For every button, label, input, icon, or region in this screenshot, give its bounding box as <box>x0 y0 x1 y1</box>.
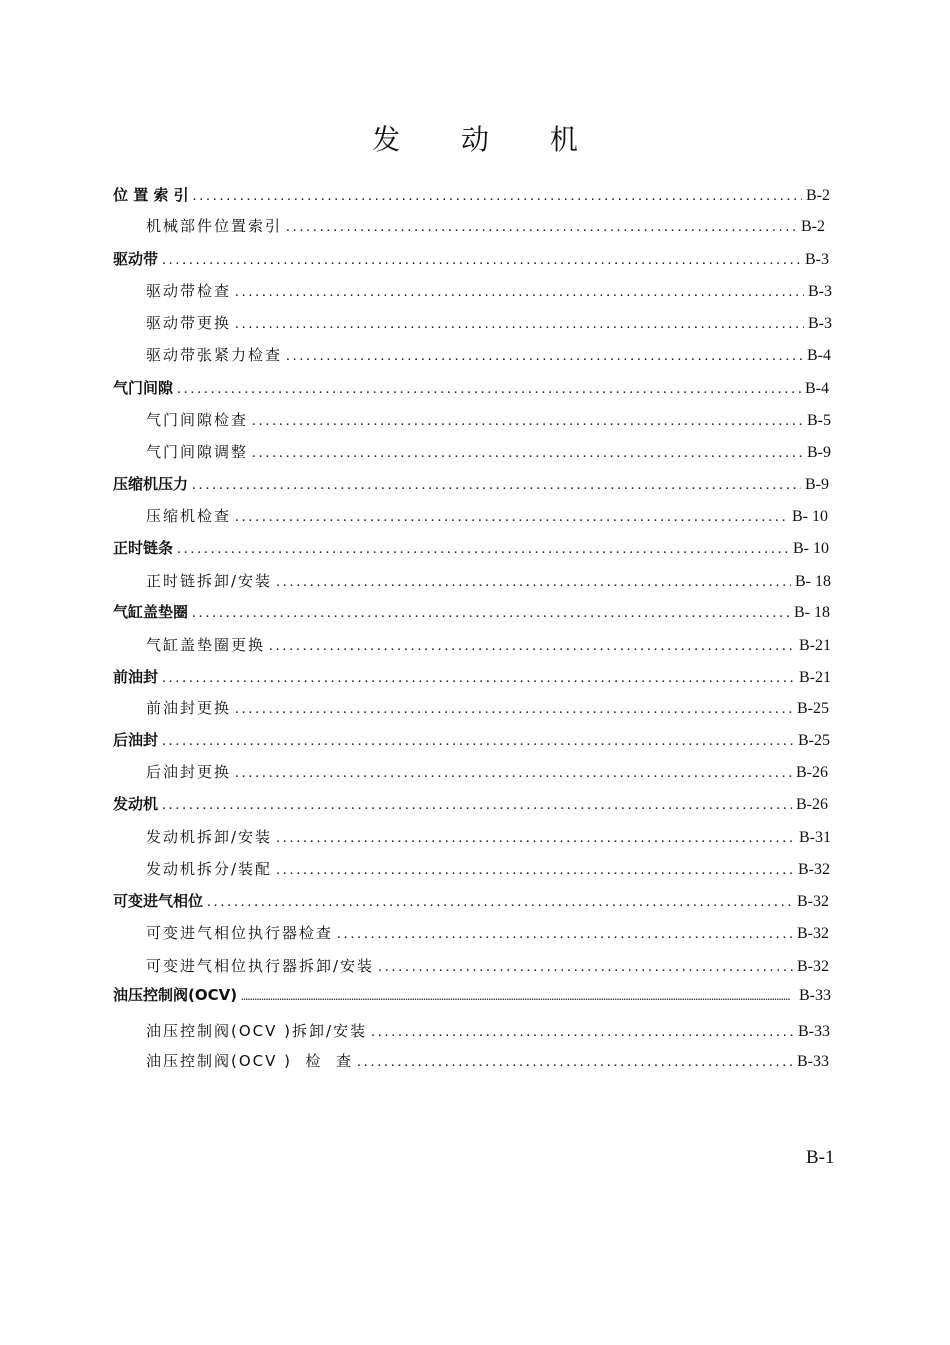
toc-entry-label: 机械部件位置索引 <box>146 217 283 235</box>
toc-entry[interactable] <box>146 633 831 657</box>
dot-leader <box>162 793 792 816</box>
dot-leader <box>286 344 803 367</box>
toc-entry-page: B-31 <box>799 829 831 846</box>
toc-entry[interactable] <box>113 665 831 689</box>
dot-leader <box>252 441 803 464</box>
toc-entry-page: B-21 <box>799 637 831 654</box>
dot-leader <box>235 761 792 784</box>
toc-entry-label: 气门间隙调整 <box>146 443 249 461</box>
toc-entry-label: 正时链拆卸/安装 <box>146 572 273 590</box>
toc-entry[interactable] <box>113 472 829 496</box>
toc-entry[interactable] <box>146 440 831 464</box>
toc-entry[interactable] <box>146 408 831 432</box>
toc-entry-page: B-5 <box>807 412 831 429</box>
toc-entry[interactable] <box>146 696 829 720</box>
page-number: B-1 <box>806 1147 835 1168</box>
dot-leader <box>276 858 794 881</box>
toc-entry-label: 驱动带张紧力检查 <box>146 346 283 364</box>
toc-entry[interactable] <box>146 311 832 335</box>
toc-entry-label: 驱动带更换 <box>146 314 232 332</box>
dot-leader <box>241 985 795 1007</box>
dot-leader <box>177 377 801 400</box>
toc-entry[interactable] <box>146 569 831 593</box>
toc-entry[interactable] <box>113 183 830 207</box>
toc-entry-label: 可变进气相位 <box>113 892 204 910</box>
toc-entry-label: 气门间隙检查 <box>146 411 249 429</box>
toc-entry[interactable] <box>113 889 829 913</box>
toc-entry-page: B-3 <box>808 315 832 332</box>
toc-entry-label: 驱动带检查 <box>146 282 232 300</box>
dot-leader <box>162 729 794 752</box>
dot-leader <box>269 634 795 657</box>
toc-entry-label: 驱动带 <box>113 250 159 268</box>
dot-leader <box>193 184 802 207</box>
toc-entry-page: B-25 <box>798 732 830 749</box>
toc-entry-label: 后油封更换 <box>146 763 232 781</box>
dot-leader <box>337 922 793 945</box>
toc-entry-page: B-33 <box>798 1023 830 1040</box>
toc-entry-page: B- 10 <box>792 508 828 525</box>
dot-leader <box>235 280 804 303</box>
toc-entry-label: 气缸盖垫圈 <box>113 603 189 621</box>
toc-entry-label: 发动机拆分/装配 <box>146 860 273 878</box>
toc-entry-label: 油压控制阀(OCV ) 检 查 <box>146 1052 354 1070</box>
dot-leader <box>192 473 801 496</box>
toc-entry-label: 发动机拆卸/安装 <box>146 828 273 846</box>
toc-entry[interactable] <box>146 279 832 303</box>
toc-entry-page: B-25 <box>797 700 829 717</box>
toc-entry[interactable] <box>113 376 829 400</box>
toc-entry-page: B-2 <box>806 187 830 204</box>
toc-entry[interactable] <box>113 728 830 752</box>
toc-entry-page: B-26 <box>796 796 828 813</box>
toc-entry[interactable] <box>113 600 830 624</box>
toc-entry[interactable] <box>146 214 825 238</box>
toc-entry[interactable] <box>146 760 828 784</box>
toc-entry[interactable] <box>146 1019 830 1043</box>
toc-entry-label: 气缸盖垫圈更换 <box>146 636 266 654</box>
toc-entry-page: B-3 <box>808 283 832 300</box>
toc-entry-page: B-4 <box>805 380 829 397</box>
toc-entry-page: B-33 <box>799 987 831 1004</box>
toc-entry[interactable] <box>146 343 831 367</box>
toc-entry-label: 后油封 <box>113 731 159 749</box>
dot-leader <box>378 955 793 978</box>
toc-entry-label: 油压控制阀(OCV) <box>113 986 238 1004</box>
toc-entry-label: 压缩机检查 <box>146 507 232 525</box>
toc-entry[interactable] <box>146 954 829 978</box>
toc-entry-page: B-21 <box>799 669 831 686</box>
dot-leader <box>235 697 793 720</box>
dot-leader <box>177 537 789 560</box>
toc-entry-page: B-9 <box>805 476 829 493</box>
toc-entry[interactable] <box>146 1049 829 1073</box>
toc-entry-label: 可变进气相位执行器检查 <box>146 924 334 942</box>
toc-entry-label: 前油封更换 <box>146 699 232 717</box>
dot-leader <box>192 601 790 624</box>
toc-entry-label: 可变进气相位执行器拆卸/安装 <box>146 957 375 975</box>
dot-leader <box>235 505 788 528</box>
toc-entry-page: B- 10 <box>793 540 829 557</box>
toc-entry-page: B-9 <box>807 444 831 461</box>
toc-entry-label: 气门间隙 <box>113 379 174 397</box>
toc-entry-page: B-26 <box>796 764 828 781</box>
toc-entry-label: 位 置 索 引 <box>113 186 189 204</box>
toc-entry[interactable] <box>113 792 828 816</box>
dot-leader <box>162 666 795 689</box>
dot-leader <box>162 248 801 271</box>
toc-entry-label: 压缩机压力 <box>113 475 189 493</box>
toc-entry-page: B-32 <box>797 893 829 910</box>
toc-entry-page: B-4 <box>807 347 831 364</box>
toc-entry[interactable] <box>113 536 829 560</box>
dot-leader <box>276 570 791 593</box>
toc-entry-page: B-32 <box>798 861 830 878</box>
dot-leader <box>286 215 797 238</box>
toc-entry-page: B-32 <box>797 925 829 942</box>
toc-entry-label: 发动机 <box>113 795 159 813</box>
dot-leader <box>276 826 795 849</box>
toc-entry-page: B- 18 <box>795 573 831 590</box>
toc-entry[interactable] <box>146 857 830 881</box>
dot-leader <box>371 1020 794 1043</box>
toc-entry[interactable] <box>146 921 829 945</box>
toc-entry-page: B- 18 <box>794 604 830 621</box>
toc-entry[interactable] <box>146 825 831 849</box>
dot-leader <box>252 409 803 432</box>
toc-entry-page: B-32 <box>797 958 829 975</box>
toc-entry-label: 前油封 <box>113 668 159 686</box>
toc-entry-label: 正时链条 <box>113 539 174 557</box>
toc-entry[interactable] <box>146 504 828 528</box>
toc-entry[interactable] <box>113 247 829 271</box>
page-title: 发 动 机 <box>372 123 604 156</box>
toc-entry-page: B-2 <box>801 218 825 235</box>
toc-entry-page: B-3 <box>805 251 829 268</box>
dot-leader <box>235 312 804 335</box>
dot-leader <box>357 1050 793 1073</box>
toc-entry[interactable] <box>113 983 831 1007</box>
toc-entry-page: B-33 <box>797 1053 829 1070</box>
dot-leader <box>207 890 793 913</box>
toc-entry-label: 油压控制阀(OCV )拆卸/安装 <box>146 1022 368 1040</box>
